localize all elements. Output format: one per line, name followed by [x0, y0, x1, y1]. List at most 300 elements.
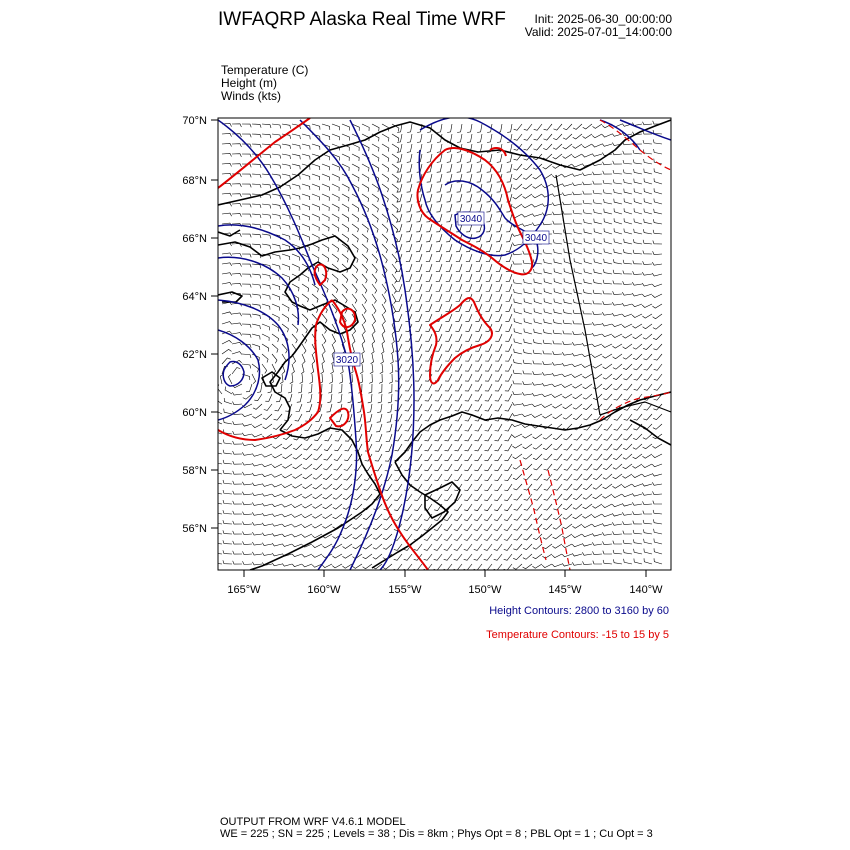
wind-barb [644, 384, 652, 390]
wind-barb [392, 174, 398, 182]
wind-barb [222, 173, 232, 176]
wind-barb [603, 384, 612, 390]
wind-barb [604, 228, 612, 234]
wind-barb [223, 460, 232, 464]
wind-barb [543, 340, 552, 344]
wind-barb [342, 554, 352, 558]
wind-barb [573, 201, 582, 204]
wind-barb [533, 464, 542, 470]
wind-barb [436, 274, 442, 282]
wind-barb [302, 564, 312, 567]
wind-barb [416, 244, 422, 252]
wind-barb [496, 234, 502, 242]
wind-barb [435, 424, 442, 431]
wind-barb [475, 394, 482, 401]
wind-barb [654, 539, 662, 545]
wind-barb [312, 234, 319, 241]
wind-barb [222, 213, 232, 216]
wind-barb [495, 324, 502, 331]
wind-barb [513, 464, 522, 469]
wind-barb [292, 234, 300, 240]
wind-barb [445, 354, 452, 361]
wind-barb [522, 204, 532, 208]
wind-barb [464, 474, 472, 481]
wind-barb [416, 214, 422, 222]
wind-barb [513, 474, 522, 480]
wind-barb [416, 284, 422, 292]
wind-barb [513, 279, 522, 284]
wind-barb [394, 554, 402, 560]
wind-barb [487, 134, 492, 143]
wind-barb [232, 254, 242, 257]
wind-barb [584, 434, 592, 440]
wind-barb [263, 424, 272, 429]
wind-barb [362, 294, 367, 304]
wind-barb [404, 504, 412, 511]
wind-barb [644, 549, 652, 555]
wind-barb [369, 384, 373, 393]
wind-barb [573, 504, 582, 509]
wind-barb [434, 454, 442, 461]
wind-barb [505, 444, 513, 451]
wind-barb [233, 481, 242, 484]
wind-barb [382, 254, 387, 263]
wind-barb [344, 464, 352, 470]
wind-barb [332, 124, 340, 130]
wind-barb [504, 524, 512, 531]
wind-barb [632, 474, 642, 478]
wind-barb [477, 124, 482, 133]
wind-barb [371, 354, 374, 364]
wind-barb [434, 544, 442, 550]
wind-barb [523, 554, 532, 559]
wind-barb [455, 394, 462, 401]
wind-barb [542, 554, 552, 558]
wind-barb [623, 249, 632, 254]
wind-barb [523, 360, 532, 364]
wind-barb [293, 444, 302, 450]
wind-barb [330, 364, 333, 374]
wind-barb [624, 384, 632, 390]
wind-barb [553, 134, 562, 140]
wind-barb [512, 424, 522, 427]
wind-barb [572, 553, 582, 556]
wind-barb [342, 204, 349, 212]
wind-barb [415, 334, 422, 341]
wind-barb [624, 239, 632, 244]
wind-barb [513, 174, 522, 180]
wind-barb [594, 454, 602, 460]
wind-barb [624, 189, 632, 194]
wind-barb [643, 251, 652, 255]
wind-barb [652, 444, 662, 448]
wind-barb [372, 314, 376, 324]
wind-barb [233, 551, 242, 554]
wind-barb [533, 361, 542, 365]
wind-barb [524, 339, 532, 344]
wind-barb [514, 318, 522, 324]
wind-barb [242, 364, 251, 368]
wind-barb [495, 404, 502, 411]
wind-barb [644, 364, 652, 370]
wind-barb [304, 424, 312, 431]
wind-barb [405, 394, 412, 401]
wind-barb [466, 204, 472, 212]
wind-barb [604, 259, 612, 264]
wind-barb [632, 464, 642, 468]
wind-barb [612, 513, 622, 516]
wind-barb [407, 144, 412, 152]
wind-barb [512, 402, 522, 405]
wind-barb [405, 354, 412, 361]
wind-barb [574, 248, 582, 254]
wind-barb [242, 334, 251, 338]
wind-barb [544, 309, 552, 315]
wind-barb [542, 404, 552, 408]
wind-barb [333, 474, 342, 480]
wind-barb [534, 474, 542, 480]
wind-barb [464, 454, 472, 461]
wind-barb [634, 198, 642, 204]
wind-barb [272, 334, 279, 342]
wind-barb [435, 394, 442, 401]
wind-barb [242, 314, 251, 318]
wind-barb [633, 250, 642, 254]
wind-barb [583, 191, 592, 194]
wind-barb [484, 524, 492, 531]
wind-barb [474, 534, 482, 540]
wind-barb [302, 324, 307, 333]
wind-barb [563, 331, 572, 335]
wind-barb [303, 484, 313, 489]
wind-barb [282, 224, 290, 230]
wind-barb [643, 240, 652, 244]
wind-barb [407, 124, 412, 133]
wind-barb [514, 299, 522, 304]
wind-barb [604, 434, 612, 440]
wind-barb [623, 464, 632, 469]
wind-barb [523, 464, 532, 470]
wind-barb [362, 124, 369, 131]
wind-barb [434, 474, 442, 481]
wind-barb [612, 494, 622, 498]
wind-barb [496, 304, 503, 311]
wind-barb [632, 484, 642, 487]
wind-barb [456, 254, 462, 262]
wind-barb [613, 550, 622, 554]
wind-barb [414, 454, 422, 461]
wind-barb [563, 524, 572, 529]
wind-barb [455, 374, 462, 381]
wind-barb [475, 354, 482, 361]
wind-barb [223, 500, 232, 504]
wind-barb [562, 534, 572, 538]
wind-barb [372, 334, 375, 344]
wind-barb [553, 319, 562, 324]
wind-barb [602, 134, 612, 137]
wind-barb [456, 274, 462, 282]
wind-barb [427, 184, 432, 192]
wind-barb [532, 382, 542, 385]
wind-barb [654, 354, 662, 360]
wind-barb [485, 394, 492, 401]
wind-barb [573, 299, 582, 304]
wind-barb [272, 454, 282, 458]
wind-barb [634, 549, 642, 554]
wind-barb [533, 554, 542, 559]
wind-barb [283, 454, 293, 459]
wind-barb [425, 394, 432, 401]
wind-barb [445, 334, 452, 341]
wind-barb [322, 124, 330, 130]
wind-barb [333, 514, 342, 519]
wind-barb [522, 224, 532, 227]
wind-barb [382, 174, 389, 182]
wind-barb [642, 454, 652, 458]
wind-barb [369, 374, 372, 383]
wind-barb [594, 209, 602, 214]
wind-barb [485, 374, 492, 381]
wind-barb [486, 264, 492, 272]
wind-barb [603, 291, 612, 295]
wind-barb [415, 364, 422, 371]
wind-barb [280, 374, 283, 384]
wind-barb [380, 364, 383, 374]
wind-barb [426, 264, 432, 272]
wind-barb [376, 424, 382, 432]
wind-barb [622, 503, 632, 506]
wind-barb [634, 374, 642, 380]
wind-barb [534, 269, 542, 274]
wind-barb [485, 364, 492, 371]
wind-barb [262, 493, 272, 496]
wind-barb [416, 224, 422, 232]
wind-barb [292, 154, 300, 159]
wind-barb [474, 524, 482, 531]
wind-barb [534, 298, 542, 304]
wind-barb [233, 421, 242, 424]
wind-barb [457, 194, 463, 202]
wind-barb [282, 534, 292, 537]
wind-barb [496, 294, 502, 302]
plot-frame [218, 118, 671, 570]
wind-barb [553, 330, 562, 334]
wind-barb [454, 474, 462, 481]
wind-barb [486, 244, 492, 252]
wind-barb [584, 258, 592, 264]
wind-barb [484, 514, 492, 521]
wind-barb [262, 204, 271, 208]
wind-barb [505, 334, 512, 341]
wind-barb [446, 284, 452, 292]
wind-barb [507, 164, 512, 172]
wind-barb [405, 434, 413, 441]
wind-barb [223, 560, 232, 564]
wind-barb [364, 494, 373, 500]
wind-barb [292, 184, 300, 190]
wind-barb [427, 174, 432, 182]
wind-barb [643, 444, 652, 449]
wind-barb [394, 474, 402, 481]
wind-barb [534, 308, 542, 314]
wind-barb [496, 284, 502, 292]
wind-barb [512, 413, 522, 416]
wind-barb [543, 164, 552, 169]
wind-barb [437, 144, 442, 152]
wind-barb [404, 514, 412, 521]
wind-barb [624, 414, 632, 420]
wind-barb [384, 484, 392, 491]
wind-barb [494, 544, 502, 550]
wind-barb [592, 504, 602, 508]
wind-barb [522, 434, 532, 438]
wind-barb [454, 524, 462, 531]
wind-barb [553, 524, 562, 529]
wind-barb [375, 444, 382, 451]
wind-barb [534, 484, 542, 490]
wind-barb [622, 474, 632, 478]
wind-barb [282, 174, 290, 179]
wind-barb [254, 394, 262, 401]
wind-barb [643, 511, 652, 514]
wind-barb [543, 514, 552, 520]
wind-barb [602, 354, 612, 358]
wind-barb [252, 214, 261, 218]
wind-barb [382, 324, 385, 334]
wind-barb [222, 263, 232, 266]
wind-barb [523, 164, 532, 170]
wind-barb [252, 483, 262, 486]
wind-barb [622, 303, 632, 306]
wind-barb [288, 384, 292, 393]
wind-barb [543, 329, 552, 334]
wind-barb [233, 491, 242, 494]
wind-barb [252, 532, 262, 535]
wind-barb [382, 304, 386, 314]
wind-barb [563, 124, 572, 130]
wind-barb [332, 334, 336, 344]
wind-barb [292, 554, 302, 557]
wind-barb [272, 524, 282, 527]
wind-barb [252, 473, 262, 476]
wind-barb [534, 329, 542, 334]
wind-barb [507, 154, 512, 162]
wind-barb [363, 564, 372, 569]
wind-barb [544, 319, 552, 324]
wind-barb [392, 144, 399, 152]
wind-barb [302, 504, 312, 508]
wind-barb [512, 434, 522, 438]
wind-barb [624, 208, 632, 214]
wind-barb [372, 194, 379, 202]
wind-barb [262, 344, 269, 352]
wind-barb [252, 234, 261, 238]
wind-barb [623, 444, 632, 450]
wind-barb [343, 484, 352, 490]
wind-barb [543, 434, 552, 439]
wind-barb [523, 381, 532, 384]
wind-barb [252, 364, 258, 372]
wind-barb [352, 264, 358, 273]
wind-barb [222, 253, 232, 256]
wind-barb [475, 424, 482, 431]
wind-barb [486, 214, 492, 222]
wind-barb [372, 324, 375, 334]
wind-barb [613, 270, 622, 274]
wind-barb [322, 564, 332, 568]
wind-barb [352, 334, 355, 344]
wind-barb [475, 334, 482, 341]
wind-barb [514, 124, 522, 130]
wind-barb [384, 494, 392, 500]
wind-barb [465, 354, 472, 361]
wind-barb [467, 124, 472, 133]
wind-barb [634, 169, 642, 174]
wind-barb [372, 254, 378, 263]
wind-barb [642, 474, 652, 477]
wind-barb [444, 524, 452, 531]
wind-barb [542, 414, 552, 418]
wind-barb [282, 264, 290, 270]
wind-barb [342, 284, 348, 293]
wind-barb [534, 514, 542, 520]
wind-barb [603, 474, 612, 479]
wind-barb [582, 514, 592, 518]
wind-barb [475, 384, 482, 391]
wind-barb [242, 423, 252, 426]
wind-barb [513, 204, 523, 208]
wind-barb [574, 239, 582, 244]
wind-barb [623, 374, 632, 380]
wind-barb [574, 444, 582, 450]
wind-barb [372, 274, 377, 283]
wind-barb [327, 404, 333, 412]
wind-barb [632, 293, 642, 296]
wind-barb [329, 374, 332, 384]
wind-barb [633, 239, 642, 244]
wind-barb [436, 304, 443, 311]
wind-barb [505, 404, 512, 411]
wind-barb [436, 254, 442, 262]
wind-barb [293, 454, 302, 459]
wind-barb [494, 564, 502, 570]
wind-barb [583, 134, 593, 138]
wind-barb [523, 349, 532, 354]
wind-barb [505, 364, 512, 371]
wind-barb [543, 534, 552, 539]
wind-barb [252, 244, 261, 248]
wind-barb [514, 504, 522, 510]
wind-barb [624, 218, 632, 224]
wind-barb [295, 414, 302, 421]
wind-barb [476, 274, 482, 282]
wind-barb [474, 494, 482, 501]
wind-barb [476, 264, 482, 272]
wind-barb [332, 244, 339, 252]
wind-barb [486, 284, 492, 292]
wind-barb [232, 313, 242, 316]
wind-barb [633, 434, 642, 440]
wind-barb [476, 294, 482, 302]
wind-barb [604, 209, 612, 214]
wind-barb [504, 514, 512, 521]
wind-barb [312, 204, 319, 211]
wind-barb [292, 564, 302, 567]
wind-barb [282, 124, 291, 129]
wind-barb [232, 333, 242, 336]
wind-barb [495, 384, 502, 391]
wind-barb [613, 259, 622, 264]
